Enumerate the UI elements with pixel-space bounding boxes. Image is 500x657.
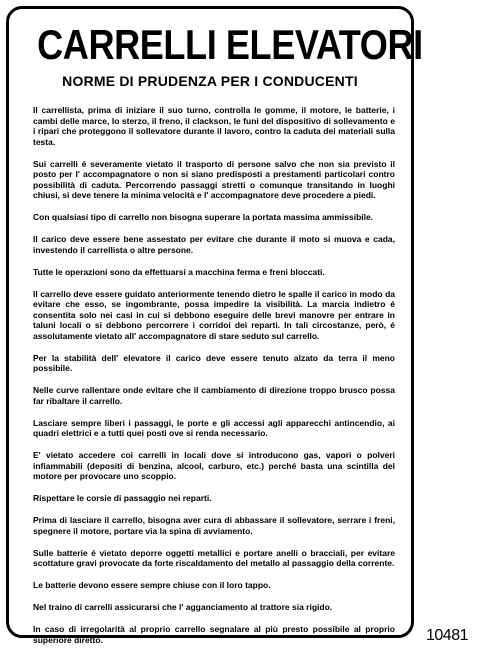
rule-paragraph: Il carico deve essere bene assestato per evitare che durante il moto si muova e cada, investendo il carrellista o altre persone.	[33, 234, 395, 255]
rule-paragraph: Il carrellista, prima di iniziare il suo turno, controlla le gomme, il motore, le batterie, i cambi delle marce, lo sterzo, il freno, il clackson, le funi del dispositivo di sollevamento e i ripari che proteggono il sollevatore durante il lavoro, contro la caduta dei materiali sulla testa.	[33, 105, 395, 147]
sign-title: CARRELLI ELEVATORI	[37, 21, 423, 68]
rule-paragraph: E' vietato accedere coi carrelli in locali dove si introducono gas, vapori o polveri infiammabili (depositi di benzina, alcool, carburo, etc.) perché basta una scintilla del motore per provocare uno scoppio.	[33, 450, 395, 481]
rule-paragraph: Nel traino di carrelli assicurarsi che l' agganciamento al trattore sia rigido.	[33, 602, 333, 612]
rule-paragraph: Nelle curve rallentare onde evitare che il cambiamento di direzione troppo brusco possa far ribaltare il carrello.	[33, 385, 395, 406]
rule-paragraph: Il carrello deve essere guidato anteriormente tenendo dietro le spalle il carico in modo da evitare che esso, se ingombrante, possa impedire la visibilità. La marcia indietro é consentita solo nei casi in cui si debbono eseguire delle brevi manovre per entrare in taluni locali o si debbono percorrere i corridoi dei reparti. In tali circostanze, però, é assolutamente vietato all' accompagnatore di stare seduto sul carrello.	[33, 288, 395, 341]
rules-list	[33, 105, 395, 657]
rule-paragraph: Rispettare le corsie di passaggio nei reparti.	[33, 493, 212, 503]
rule-paragraph: Lasciare sempre liberi i passaggi, le porte e gli accessi agli apparecchi antincendio, ai quadri elettrici e a tutti quei posti ove si renda necessario.	[33, 417, 395, 438]
rule-paragraph: Con qualsiasi tipo di carrello non bisogna superare la portata massima ammissibile.	[33, 212, 374, 222]
rule-paragraph: Tutte le operazioni sono da effettuarsi a macchina ferma e freni bloccati.	[33, 266, 325, 277]
rule-paragraph: Le batterie devono essere sempre chiuse con il loro tappo.	[33, 580, 271, 590]
rule-paragraph: In caso di irregolarità al proprio carrello segnalare al più presto possibile al proprio superiore diretto.	[33, 624, 395, 645]
rule-paragraph: Sui carrelli é severamente vietato il trasporto di persone salvo che non sia previsto il posto per l' accompagnatore o non si siano predisposti a prestamenti particolari contro possibilità di caduta. Percorrendo passaggi stretti o comunque transitando in luoghi chiusi, si deve tenere la minima velocità e l' accompagnatore deve procedere a piedi.	[33, 158, 395, 200]
product-code: 10481	[426, 627, 468, 644]
safety-sign	[6, 6, 423, 645]
rule-paragraph: Sulle batterie é vietato deporre oggetti metallici e portare anelli o bracciali, per evitare scottature gravi provocate da forte riscaldamento del metallo al passaggio della corrente.	[33, 547, 395, 568]
rule-paragraph: Prima di lasciare il carrello, bisogna aver cura di abbassare il sollevatore, serrare i freni, spegnere il motore, portare via la spina di avviamento.	[33, 515, 395, 536]
rule-paragraph: Per la stabilità dell' elevatore il carico deve essere tenuto alzato da terra il meno possibile.	[33, 352, 395, 373]
sign-subtitle: NORME DI PRUDENZA PER I CONDUCENTI	[62, 73, 358, 89]
